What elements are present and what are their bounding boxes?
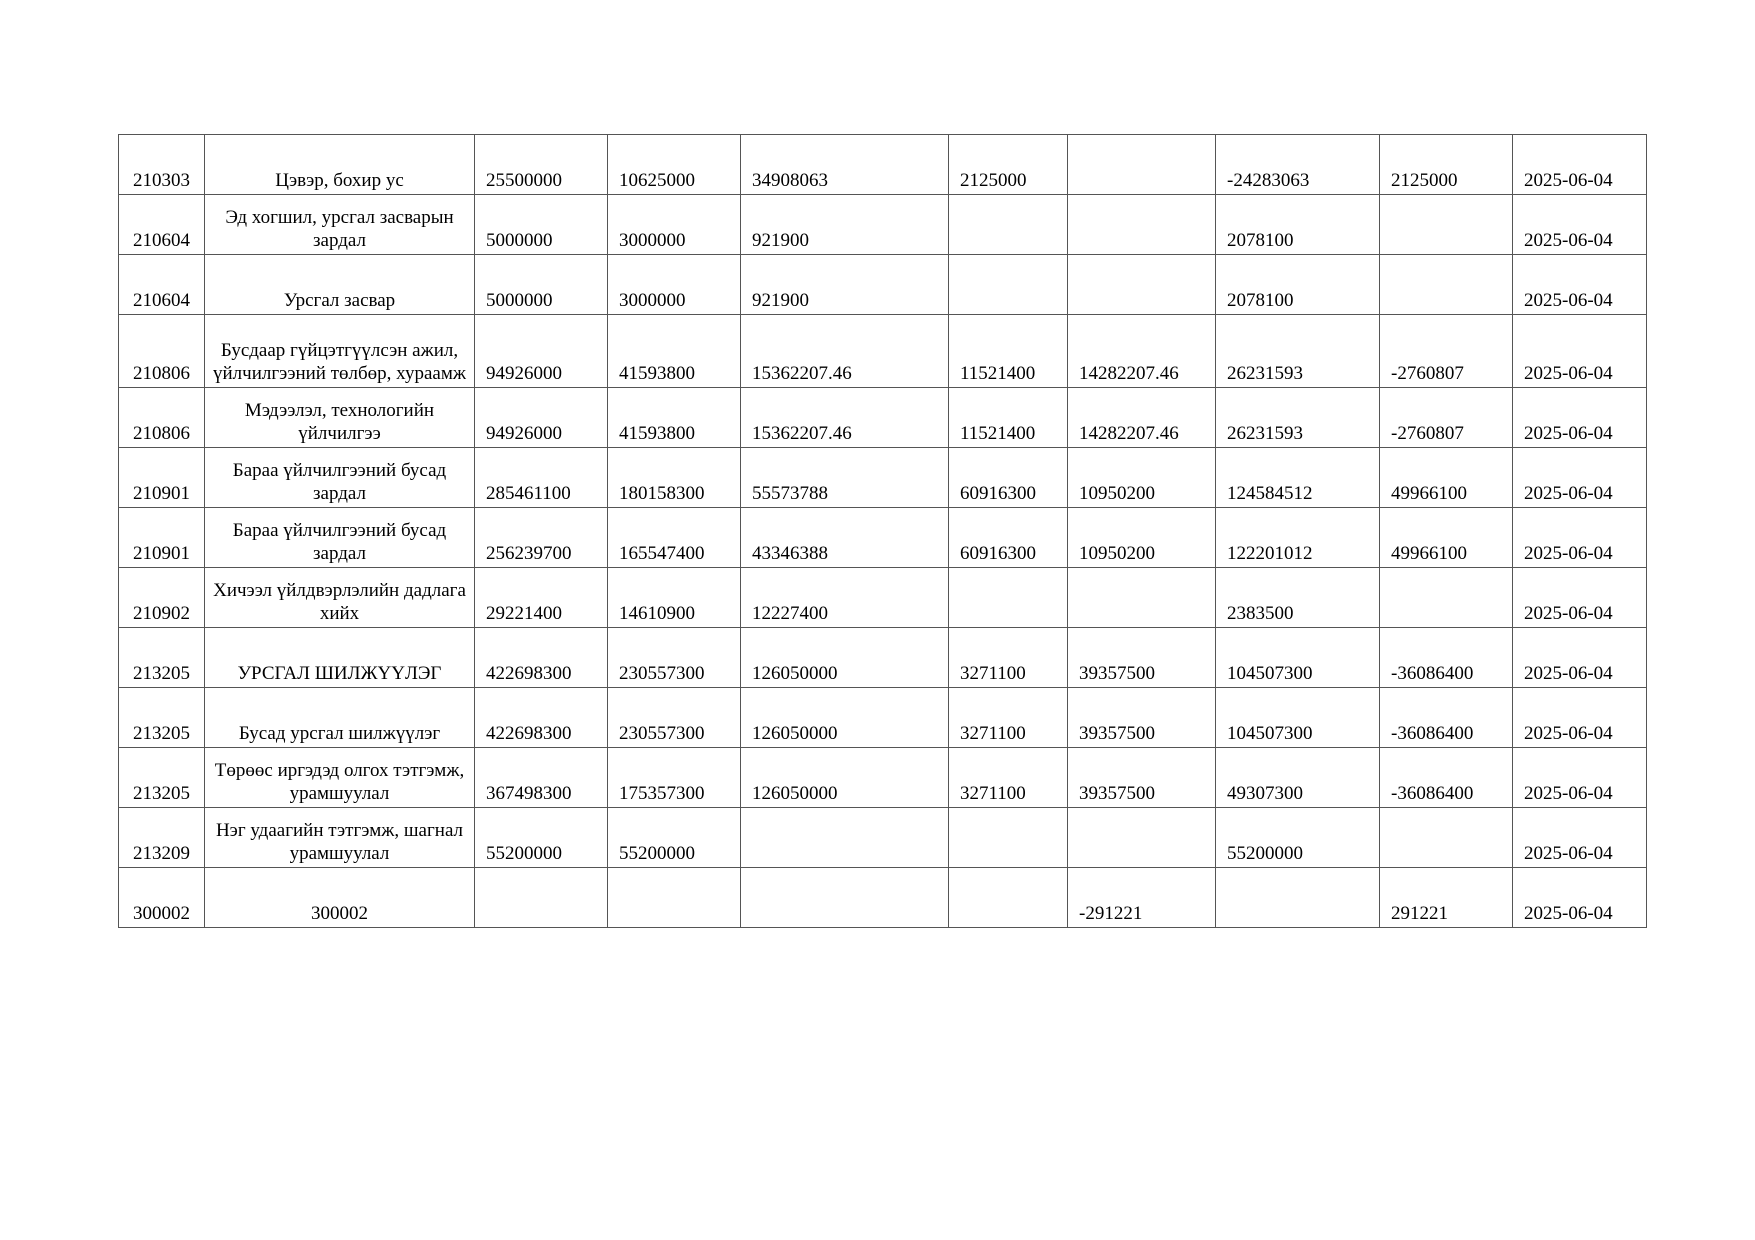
value-cell-7: 2125000 <box>1380 135 1513 195</box>
account-code-cell: 300002 <box>119 868 205 928</box>
value-cell-2: 3000000 <box>608 195 741 255</box>
value-cell-3 <box>741 808 949 868</box>
value-cell-6: 104507300 <box>1216 628 1380 688</box>
date-cell: 2025-06-04 <box>1513 195 1647 255</box>
account-code-cell: 213205 <box>119 748 205 808</box>
value-cell-6: 104507300 <box>1216 688 1380 748</box>
account-code-cell: 210806 <box>119 388 205 448</box>
value-cell-1: 29221400 <box>475 568 608 628</box>
value-cell-3: 55573788 <box>741 448 949 508</box>
date-cell: 2025-06-04 <box>1513 448 1647 508</box>
account-name-cell: Төрөөс иргэдэд олгох тэтгэмж, урамшуулал <box>205 748 475 808</box>
value-cell-3: 12227400 <box>741 568 949 628</box>
value-cell-7 <box>1380 568 1513 628</box>
account-code-cell: 210604 <box>119 255 205 315</box>
value-cell-6: 2078100 <box>1216 195 1380 255</box>
value-cell-5: 39357500 <box>1068 688 1216 748</box>
account-code-cell: 210604 <box>119 195 205 255</box>
value-cell-4: 60916300 <box>949 448 1068 508</box>
account-name-cell: Хичээл үйлдвэрлэлийн дадлага хийх <box>205 568 475 628</box>
value-cell-7: -2760807 <box>1380 315 1513 388</box>
value-cell-6: 2383500 <box>1216 568 1380 628</box>
value-cell-4 <box>949 568 1068 628</box>
value-cell-1 <box>475 868 608 928</box>
value-cell-6: 26231593 <box>1216 388 1380 448</box>
account-name-cell: Цэвэр, бохир ус <box>205 135 475 195</box>
account-code-cell: 213209 <box>119 808 205 868</box>
value-cell-7 <box>1380 808 1513 868</box>
account-code-cell: 213205 <box>119 688 205 748</box>
account-name-cell: Урсгал засвар <box>205 255 475 315</box>
value-cell-6: 124584512 <box>1216 448 1380 508</box>
value-cell-3: 34908063 <box>741 135 949 195</box>
value-cell-7: 291221 <box>1380 868 1513 928</box>
value-cell-2: 10625000 <box>608 135 741 195</box>
value-cell-2 <box>608 868 741 928</box>
value-cell-2: 175357300 <box>608 748 741 808</box>
value-cell-4: 11521400 <box>949 315 1068 388</box>
value-cell-7 <box>1380 195 1513 255</box>
value-cell-5: 14282207.46 <box>1068 315 1216 388</box>
value-cell-6: 26231593 <box>1216 315 1380 388</box>
value-cell-1: 5000000 <box>475 195 608 255</box>
account-name-cell: Бусад урсгал шилжүүлэг <box>205 688 475 748</box>
value-cell-2: 230557300 <box>608 628 741 688</box>
value-cell-1: 256239700 <box>475 508 608 568</box>
value-cell-5: 10950200 <box>1068 448 1216 508</box>
value-cell-5 <box>1068 135 1216 195</box>
value-cell-5: 39357500 <box>1068 748 1216 808</box>
value-cell-6: 49307300 <box>1216 748 1380 808</box>
account-name-cell: Бусдаар гүйцэтгүүлсэн ажил, үйлчилгээний төлбөр, хураамж <box>205 315 475 388</box>
value-cell-2: 180158300 <box>608 448 741 508</box>
table-row <box>119 255 1647 315</box>
account-code-cell: 210901 <box>119 448 205 508</box>
value-cell-5 <box>1068 195 1216 255</box>
table-row <box>119 388 1647 448</box>
value-cell-6: 2078100 <box>1216 255 1380 315</box>
value-cell-4 <box>949 868 1068 928</box>
table-row <box>119 508 1647 568</box>
value-cell-5: 10950200 <box>1068 508 1216 568</box>
value-cell-3: 43346388 <box>741 508 949 568</box>
account-name-cell: Мэдээлэл, технологийн үйлчилгээ <box>205 388 475 448</box>
date-cell: 2025-06-04 <box>1513 868 1647 928</box>
value-cell-2: 55200000 <box>608 808 741 868</box>
table-row <box>119 868 1647 928</box>
value-cell-3: 921900 <box>741 195 949 255</box>
account-code-cell: 213205 <box>119 628 205 688</box>
value-cell-7: -36086400 <box>1380 688 1513 748</box>
date-cell: 2025-06-04 <box>1513 315 1647 388</box>
value-cell-3: 921900 <box>741 255 949 315</box>
value-cell-7: -36086400 <box>1380 628 1513 688</box>
table-row <box>119 135 1647 195</box>
value-cell-4: 3271100 <box>949 628 1068 688</box>
value-cell-1: 25500000 <box>475 135 608 195</box>
date-cell: 2025-06-04 <box>1513 135 1647 195</box>
date-cell: 2025-06-04 <box>1513 255 1647 315</box>
date-cell: 2025-06-04 <box>1513 808 1647 868</box>
table-row <box>119 688 1647 748</box>
value-cell-4 <box>949 255 1068 315</box>
value-cell-7: -36086400 <box>1380 748 1513 808</box>
value-cell-7: -2760807 <box>1380 388 1513 448</box>
value-cell-2: 41593800 <box>608 315 741 388</box>
value-cell-3: 15362207.46 <box>741 315 949 388</box>
value-cell-3: 15362207.46 <box>741 388 949 448</box>
value-cell-7: 49966100 <box>1380 508 1513 568</box>
budget-table <box>118 134 1647 928</box>
value-cell-4: 2125000 <box>949 135 1068 195</box>
value-cell-6: -24283063 <box>1216 135 1380 195</box>
value-cell-5: 14282207.46 <box>1068 388 1216 448</box>
date-cell: 2025-06-04 <box>1513 628 1647 688</box>
value-cell-6 <box>1216 868 1380 928</box>
account-name-cell: Нэг удаагийн тэтгэмж, шагнал урамшуулал <box>205 808 475 868</box>
value-cell-5: 39357500 <box>1068 628 1216 688</box>
value-cell-4 <box>949 808 1068 868</box>
value-cell-4: 11521400 <box>949 388 1068 448</box>
table-row <box>119 568 1647 628</box>
value-cell-4: 3271100 <box>949 688 1068 748</box>
value-cell-1: 5000000 <box>475 255 608 315</box>
table-row <box>119 195 1647 255</box>
value-cell-2: 3000000 <box>608 255 741 315</box>
account-code-cell: 210806 <box>119 315 205 388</box>
table-row <box>119 628 1647 688</box>
value-cell-1: 55200000 <box>475 808 608 868</box>
value-cell-1: 94926000 <box>475 388 608 448</box>
value-cell-7 <box>1380 255 1513 315</box>
value-cell-5: -291221 <box>1068 868 1216 928</box>
table-row <box>119 748 1647 808</box>
value-cell-5 <box>1068 255 1216 315</box>
value-cell-4 <box>949 195 1068 255</box>
account-name-cell: Бараа үйлчилгээний бусад зардал <box>205 508 475 568</box>
value-cell-4: 60916300 <box>949 508 1068 568</box>
value-cell-3: 126050000 <box>741 688 949 748</box>
value-cell-3 <box>741 868 949 928</box>
value-cell-2: 14610900 <box>608 568 741 628</box>
account-name-cell: Бараа үйлчилгээний бусад зардал <box>205 448 475 508</box>
value-cell-4: 3271100 <box>949 748 1068 808</box>
value-cell-1: 94926000 <box>475 315 608 388</box>
date-cell: 2025-06-04 <box>1513 688 1647 748</box>
value-cell-7: 49966100 <box>1380 448 1513 508</box>
account-code-cell: 210303 <box>119 135 205 195</box>
value-cell-2: 41593800 <box>608 388 741 448</box>
value-cell-6: 55200000 <box>1216 808 1380 868</box>
date-cell: 2025-06-04 <box>1513 388 1647 448</box>
account-code-cell: 210901 <box>119 508 205 568</box>
account-name-cell: Эд хогшил, урсгал засварын зардал <box>205 195 475 255</box>
value-cell-5 <box>1068 808 1216 868</box>
value-cell-2: 165547400 <box>608 508 741 568</box>
value-cell-5 <box>1068 568 1216 628</box>
account-name-cell: УРСГАЛ ШИЛЖҮҮЛЭГ <box>205 628 475 688</box>
value-cell-2: 230557300 <box>608 688 741 748</box>
date-cell: 2025-06-04 <box>1513 568 1647 628</box>
date-cell: 2025-06-04 <box>1513 748 1647 808</box>
table-row <box>119 315 1647 388</box>
account-name-cell: 300002 <box>205 868 475 928</box>
value-cell-3: 126050000 <box>741 748 949 808</box>
value-cell-6: 122201012 <box>1216 508 1380 568</box>
value-cell-1: 285461100 <box>475 448 608 508</box>
table-row <box>119 448 1647 508</box>
value-cell-1: 422698300 <box>475 628 608 688</box>
table-row <box>119 808 1647 868</box>
account-code-cell: 210902 <box>119 568 205 628</box>
date-cell: 2025-06-04 <box>1513 508 1647 568</box>
value-cell-3: 126050000 <box>741 628 949 688</box>
value-cell-1: 422698300 <box>475 688 608 748</box>
value-cell-1: 367498300 <box>475 748 608 808</box>
